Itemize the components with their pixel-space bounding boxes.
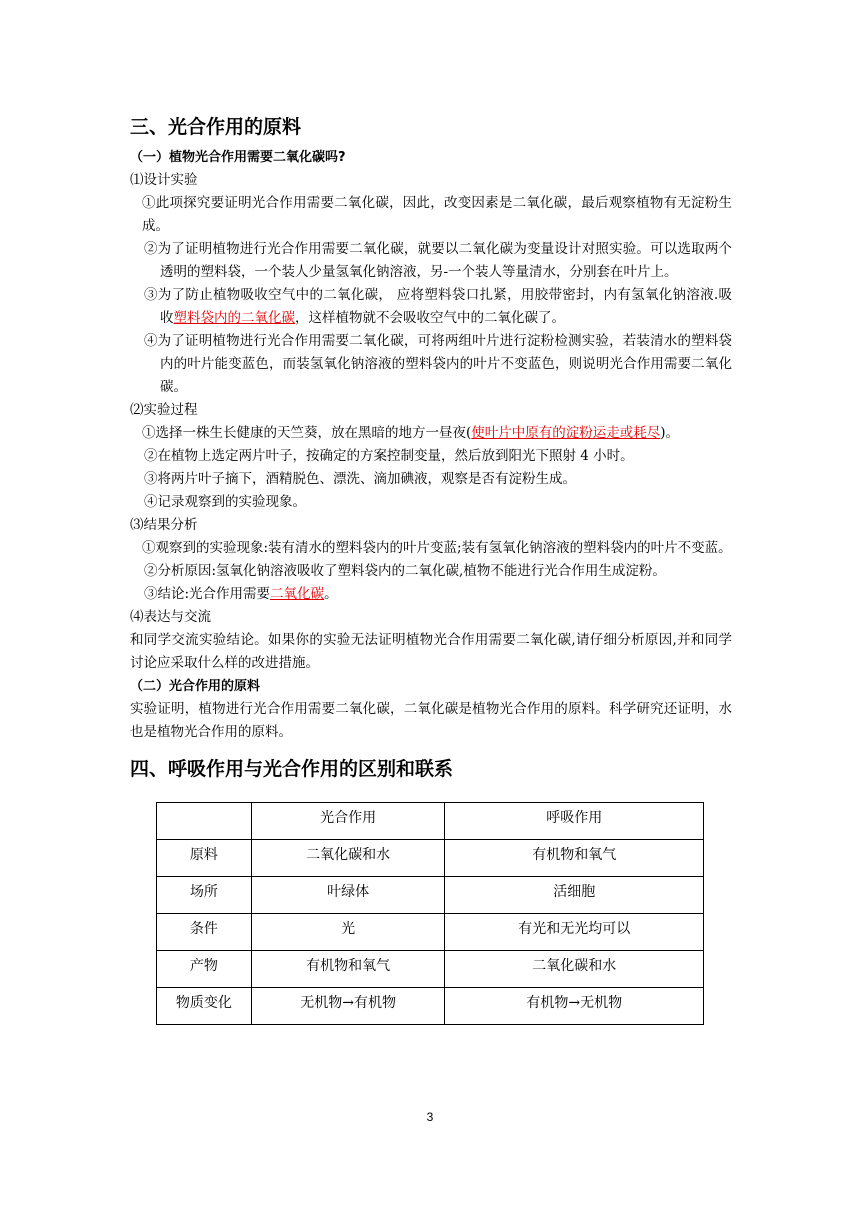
subsection2-text: 实验证明，植物进行光合作用需要二氧化碳，二氧化碳是植物光合作用的原料。科学研究还证明，水也是植物光合作用的原料。 bbox=[130, 701, 732, 740]
process-item-2: ②在植物上选定两片叶子，按确定的方案控制变量，然后放到阳光下照射 4 小时。 bbox=[144, 448, 634, 464]
table-cell: 光 bbox=[251, 914, 445, 951]
result-item-2: ②分析原因:氢氧化钠溶液吸收了塑料袋内的二氧化碳,植物不能进行光合作用生成淀粉。 bbox=[144, 563, 666, 579]
table-cell bbox=[157, 803, 252, 840]
table-cell: 二氧化碳和水 bbox=[251, 840, 445, 877]
table-header-row bbox=[157, 803, 704, 840]
table-cell: 条件 bbox=[157, 914, 252, 951]
subsection2-title: （二）光合作用的原料 bbox=[130, 679, 261, 694]
table-cell: 有光和无光均可以 bbox=[445, 914, 704, 951]
table-cell: 活细胞 bbox=[445, 877, 704, 914]
table-cell: 产物 bbox=[157, 951, 252, 988]
design-item-4: ④为了证明植物进行光合作用需要二氧化碳，可将两组叶片进行淀粉检测实验，若装清水的塑料袋内的叶片能变蓝色，而装氢氧化钠溶液的塑料袋内的叶片不变蓝色，则说明光合作用需要二氧化碳。 bbox=[144, 333, 732, 395]
process-label: ⑵实验过程 bbox=[130, 402, 198, 418]
design-item-2: ②为了证明植物进行光合作用需要二氧化碳，就要以二氧化碳为变量设计对照实验。可以选取两个透明的塑料袋，一个装人少量氢氧化钠溶液，另-一个装人等量清水，分别套在叶片上。 bbox=[144, 241, 732, 280]
process-item-3: ③将两片叶子摘下，酒精脱色、漂洗、滴加碘液，观察是否有淀粉生成。 bbox=[144, 471, 576, 487]
table-row bbox=[157, 840, 704, 877]
subsection1-title: （一）植物光合作用需要二氧化碳吗? bbox=[130, 150, 346, 165]
express-text: 和同学交流实验结论。如果你的实验无法证明植物光合作用需要二氧化碳,请仔细分析原因,并和同学讨论应采取什么样的改进措施。 bbox=[130, 632, 732, 671]
table-cell: 有机物和氧气 bbox=[445, 840, 704, 877]
table-cell: 呼吸作用 bbox=[445, 803, 704, 840]
table-cell: 光合作用 bbox=[251, 803, 445, 840]
highlight-text: 二氧化碳 bbox=[270, 586, 325, 602]
table-cell: 叶绿体 bbox=[251, 877, 445, 914]
highlight-text: 塑料袋内的二氧化碳 bbox=[173, 310, 295, 326]
design-item-3: ③为了防止植物吸收空气中的二氧化碳， 应将塑料袋口扎紧，用胶带密封，内有氢氧化钠溶液.吸收塑料袋内的二氧化碳，这样植物就不会吸收空气中的二氧化碳了。 bbox=[144, 287, 732, 326]
comparison-table bbox=[156, 802, 704, 1025]
table-cell: 有机物和氧气 bbox=[251, 951, 445, 988]
result-label: ⑶结果分析 bbox=[130, 517, 198, 533]
table-row bbox=[157, 951, 704, 988]
table-row bbox=[157, 988, 704, 1025]
result-item-3: ③结论:光合作用需要二氧化碳。 bbox=[144, 586, 338, 602]
table-row bbox=[157, 914, 704, 951]
result-item-1: ①观察到的实验现象:装有清水的塑料袋内的叶片变蓝;装有氢氧化钠溶液的塑料袋内的叶片不变蓝。 bbox=[142, 540, 732, 556]
highlight-text: 使叶片中原有的淀粉运走或耗尽 bbox=[471, 425, 661, 441]
process-item-4: ④记录观察到的实验现象。 bbox=[144, 494, 306, 510]
table-cell: 有机物→无机物 bbox=[445, 988, 704, 1025]
table-cell: 二氧化碳和水 bbox=[445, 951, 704, 988]
table-cell: 物质变化 bbox=[157, 988, 252, 1025]
design-item-1: ①此项探究要证明光合作用需要二氧化碳，因此，改变因素是二氧化碳，最后观察植物有无淀粉生成。 bbox=[142, 195, 732, 234]
table-cell: 原料 bbox=[157, 840, 252, 877]
design-label: ⑴设计实验 bbox=[130, 172, 198, 188]
page-number: 3 bbox=[426, 1110, 434, 1124]
process-item-1: ①选择一株生长健康的天竺葵，放在黑暗的地方一昼夜(使叶片中原有的淀粉运走或耗尽)。 bbox=[142, 425, 680, 441]
table-cell: 无机物→有机物 bbox=[251, 988, 445, 1025]
section4-title: 四、呼吸作用与光合作用的区别和联系 bbox=[130, 758, 454, 780]
express-label: ⑷表达与交流 bbox=[130, 609, 211, 625]
document-body bbox=[130, 112, 732, 1025]
section3-title: 三、光合作用的原料 bbox=[130, 116, 302, 138]
table-cell: 场所 bbox=[157, 877, 252, 914]
table-row bbox=[157, 877, 704, 914]
